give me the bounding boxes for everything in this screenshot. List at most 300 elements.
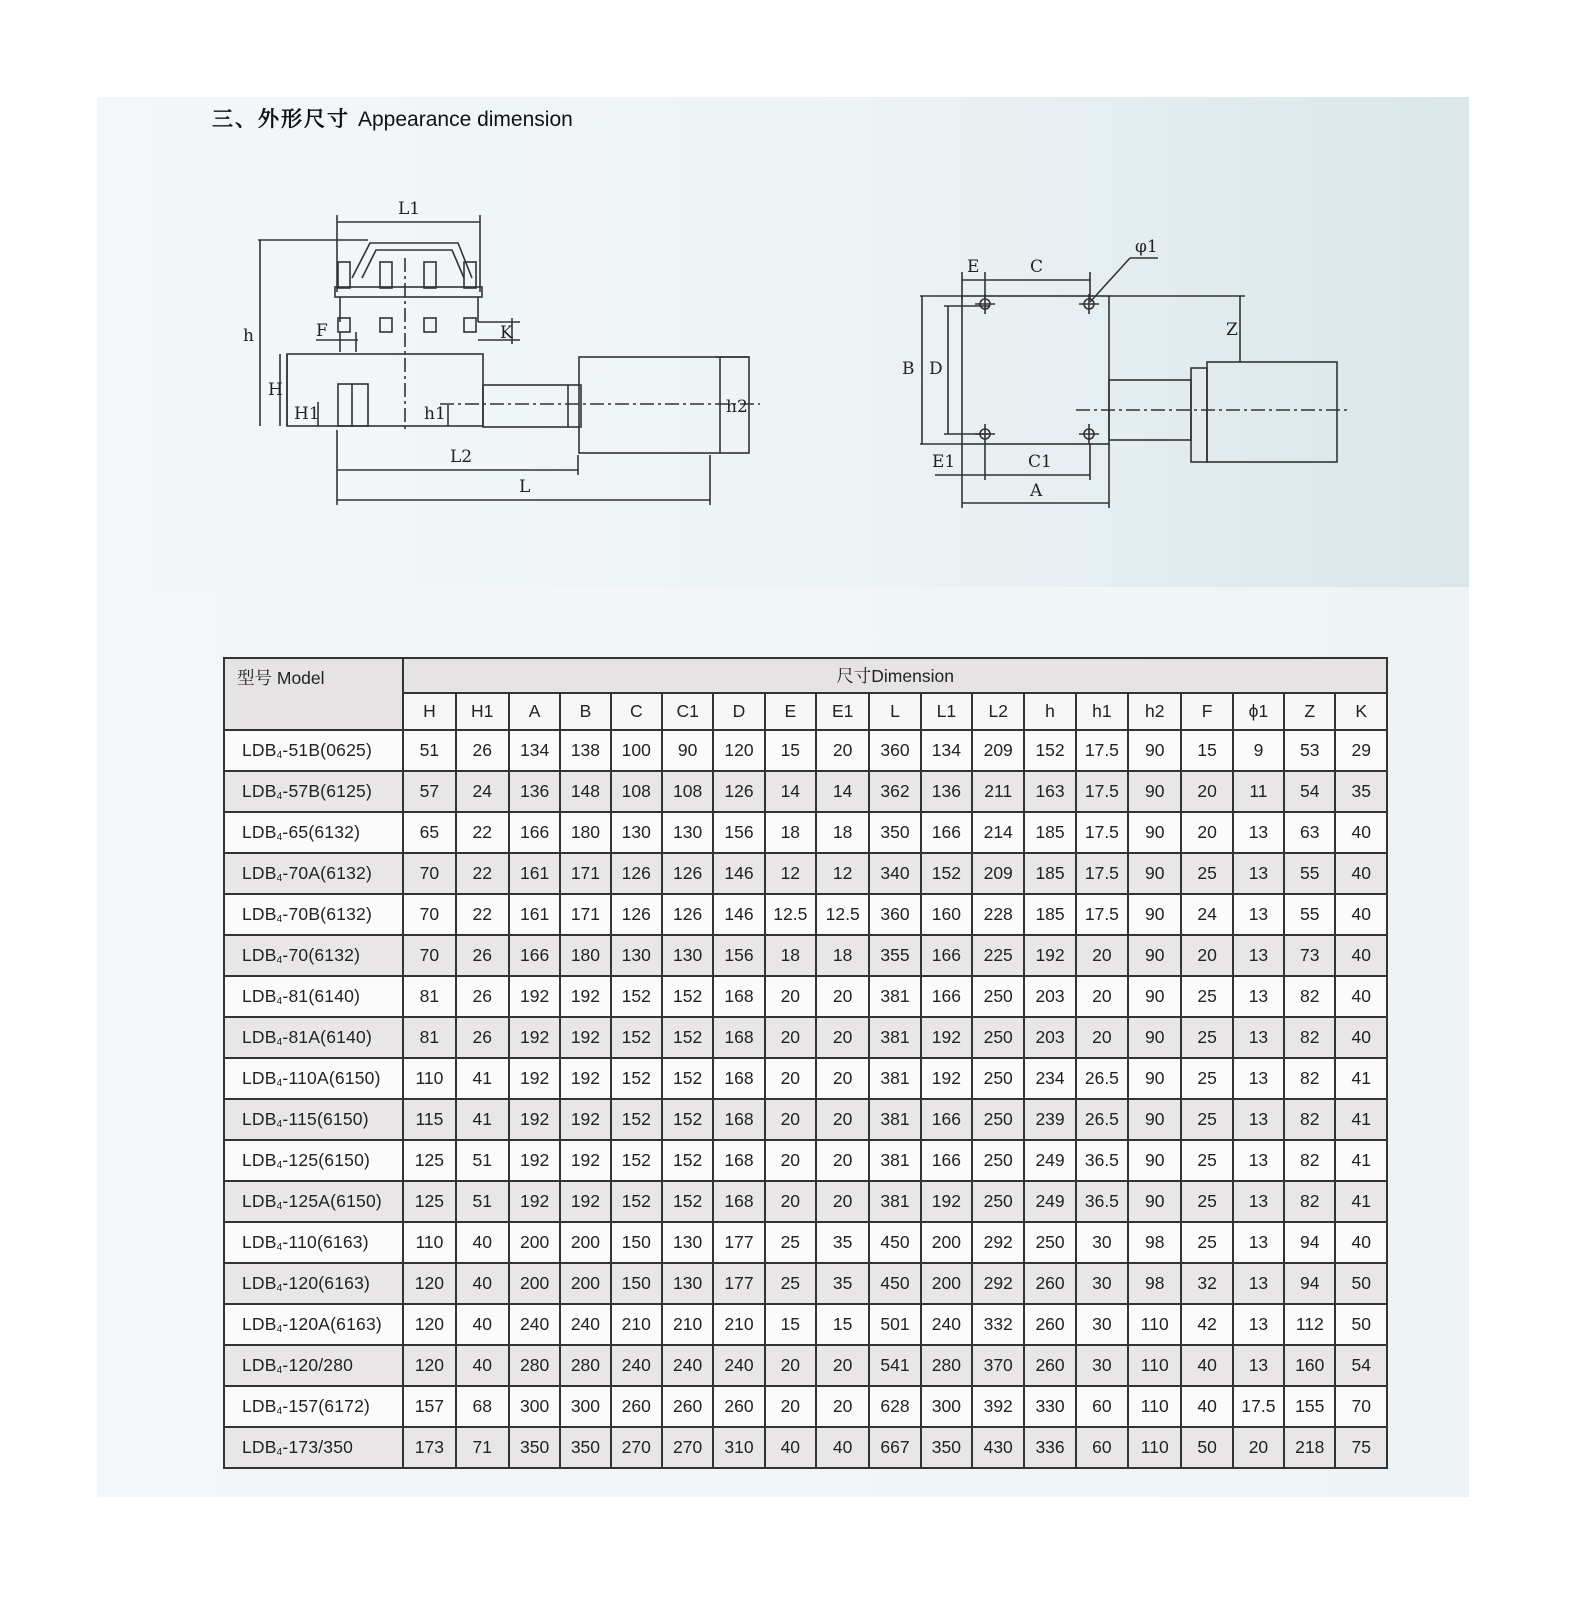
column-header: D: [713, 693, 764, 730]
table-cell: 381: [869, 1099, 920, 1140]
model-prefix: LDB: [242, 1027, 277, 1047]
table-cell: 90: [1128, 1181, 1181, 1222]
table-cell: 192: [509, 1140, 560, 1181]
table-cell: 168: [713, 1058, 764, 1099]
table-cell: 41: [456, 1058, 509, 1099]
table-row: [224, 976, 1387, 1017]
table-cell: 71: [456, 1427, 509, 1468]
table-cell: 152: [611, 1017, 662, 1058]
table-cell: 26.5: [1076, 1099, 1128, 1140]
table-cell: 40: [456, 1263, 509, 1304]
table-cell: 152: [921, 853, 972, 894]
table-cell: 166: [921, 812, 972, 853]
column-header: C1: [662, 693, 713, 730]
table-cell: 24: [456, 771, 509, 812]
table-cell: 120: [403, 1345, 455, 1386]
table-cell: 192: [560, 1181, 610, 1222]
table-cell: 13: [1233, 894, 1284, 935]
table-cell: 50: [1335, 1263, 1387, 1304]
table-cell: 130: [611, 935, 662, 976]
table-cell: 90: [1128, 853, 1181, 894]
table-cell: 192: [560, 976, 610, 1017]
table-cell: 110: [1128, 1304, 1181, 1345]
table-cell: 110: [403, 1058, 455, 1099]
table-cell: 12.5: [816, 894, 869, 935]
table-cell: 40: [1335, 812, 1387, 853]
table-cell: 260: [1024, 1263, 1075, 1304]
table-cell: 125: [403, 1181, 455, 1222]
table-cell: 177: [713, 1263, 764, 1304]
table-cell: 14: [765, 771, 816, 812]
table-cell: 152: [662, 976, 713, 1017]
label-Z: Z: [1226, 320, 1238, 340]
table-cell: 13: [1233, 1181, 1284, 1222]
table-cell: 270: [611, 1427, 662, 1468]
table-cell: 26: [456, 1017, 509, 1058]
table-row: [224, 935, 1387, 976]
table-cell: 156: [713, 812, 764, 853]
table-cell: 42: [1181, 1304, 1232, 1345]
table-cell: 9: [1233, 730, 1284, 771]
table-cell: 17.5: [1076, 812, 1128, 853]
table-cell: 210: [713, 1304, 764, 1345]
table-cell: 250: [972, 1181, 1024, 1222]
table-cell: 130: [662, 1263, 713, 1304]
table-cell: 60: [1076, 1427, 1128, 1468]
label-phi1: φ1: [1135, 237, 1158, 257]
table-cell: 13: [1233, 976, 1284, 1017]
table-cell: 13: [1233, 1222, 1284, 1263]
model-subscript: 4: [276, 873, 283, 884]
table-cell: 260: [611, 1386, 662, 1427]
model-prefix: LDB: [242, 1314, 277, 1334]
table-cell: 200: [921, 1263, 972, 1304]
model-prefix: LDB: [242, 904, 277, 924]
model-cell: [224, 1017, 403, 1058]
table-cell: 26: [456, 976, 509, 1017]
table-cell: 70: [1335, 1386, 1387, 1427]
table-cell: 20: [765, 1099, 816, 1140]
dimension-column-header: 尺寸Dimension: [403, 658, 1387, 693]
table-cell: 20: [816, 1058, 869, 1099]
table-cell: 30: [1076, 1263, 1128, 1304]
table-cell: 112: [1284, 1304, 1335, 1345]
table-cell: 60: [1076, 1386, 1128, 1427]
table-cell: 130: [611, 812, 662, 853]
model-prefix: LDB: [242, 1437, 277, 1457]
table-cell: 20: [765, 1140, 816, 1181]
table-cell: 15: [765, 1304, 816, 1345]
table-cell: 40: [1335, 1222, 1387, 1263]
model-cell: [224, 1304, 403, 1345]
table-cell: 173: [403, 1427, 455, 1468]
table-cell: 110: [1128, 1345, 1181, 1386]
table-cell: 17.5: [1076, 771, 1128, 812]
table-row: [224, 730, 1387, 771]
table-cell: 171: [560, 853, 610, 894]
table-cell: 90: [1128, 935, 1181, 976]
table-cell: 53: [1284, 730, 1335, 771]
table-cell: 20: [765, 976, 816, 1017]
table-cell: 40: [456, 1304, 509, 1345]
table-cell: 292: [972, 1263, 1024, 1304]
model-subscript: 4: [276, 996, 283, 1007]
table-cell: 15: [816, 1304, 869, 1345]
table-cell: 171: [560, 894, 610, 935]
table-cell: 25: [1181, 976, 1232, 1017]
table-cell: 100: [611, 730, 662, 771]
table-cell: 90: [1128, 812, 1181, 853]
table-cell: 260: [713, 1386, 764, 1427]
table-cell: 152: [611, 976, 662, 1017]
label-h2: h2: [726, 397, 748, 417]
table-cell: 260: [662, 1386, 713, 1427]
section-heading-en: Appearance dimension: [358, 108, 573, 131]
table-cell: 40: [1335, 853, 1387, 894]
table-cell: 50: [1335, 1304, 1387, 1345]
table-cell: 249: [1024, 1140, 1075, 1181]
table-cell: 381: [869, 1140, 920, 1181]
appearance-diagrams: [0, 0, 1575, 600]
table-cell: 250: [972, 1058, 1024, 1099]
table-cell: 13: [1233, 1017, 1284, 1058]
table-cell: 240: [611, 1345, 662, 1386]
table-cell: 22: [456, 894, 509, 935]
table-cell: 55: [1284, 894, 1335, 935]
top-view-labels: [902, 237, 1238, 501]
table-cell: 240: [560, 1304, 610, 1345]
table-cell: 450: [869, 1222, 920, 1263]
table-cell: 90: [1128, 771, 1181, 812]
table-cell: 65: [403, 812, 455, 853]
table-cell: 90: [1128, 1140, 1181, 1181]
table-cell: 24: [1181, 894, 1232, 935]
table-cell: 41: [456, 1099, 509, 1140]
table-cell: 250: [972, 1099, 1024, 1140]
table-cell: 209: [972, 853, 1024, 894]
table-cell: 177: [713, 1222, 764, 1263]
table-cell: 667: [869, 1427, 920, 1468]
label-L: L: [519, 477, 531, 497]
table-cell: 126: [662, 894, 713, 935]
model-prefix: LDB: [242, 986, 277, 1006]
table-cell: 350: [869, 812, 920, 853]
table-cell: 168: [713, 1181, 764, 1222]
table-cell: 161: [509, 894, 560, 935]
model-subscript: 4: [276, 1283, 283, 1294]
table-cell: 54: [1335, 1345, 1387, 1386]
table-cell: 150: [611, 1263, 662, 1304]
model-suffix: -125(6150): [282, 1150, 371, 1170]
table-cell: 40: [1335, 1017, 1387, 1058]
model-cell: [224, 812, 403, 853]
table-cell: 40: [765, 1427, 816, 1468]
table-cell: 152: [662, 1099, 713, 1140]
table-cell: 155: [1284, 1386, 1335, 1427]
table-cell: 152: [611, 1140, 662, 1181]
column-header: A: [509, 693, 560, 730]
table-cell: 17.5: [1076, 730, 1128, 771]
table-cell: 35: [816, 1222, 869, 1263]
table-cell: 210: [611, 1304, 662, 1345]
table-cell: 13: [1233, 1263, 1284, 1304]
model-suffix: -51B(0625): [282, 740, 372, 760]
label-H: H: [268, 380, 283, 400]
table-cell: 90: [1128, 1099, 1181, 1140]
label-H1: H1: [294, 404, 320, 424]
column-header: h1: [1076, 693, 1128, 730]
model-suffix: -157(6172): [282, 1396, 371, 1416]
label-L1: L1: [398, 199, 421, 219]
table-cell: 168: [713, 976, 764, 1017]
model-subscript: 4: [276, 1406, 283, 1417]
table-row: [224, 1345, 1387, 1386]
table-cell: 430: [972, 1427, 1024, 1468]
table-cell: 152: [662, 1058, 713, 1099]
table-cell: 152: [1024, 730, 1075, 771]
table-cell: 120: [403, 1263, 455, 1304]
table-cell: 218: [1284, 1427, 1335, 1468]
model-subscript: 4: [276, 955, 283, 966]
model-subscript: 4: [276, 1078, 283, 1089]
table-cell: 146: [713, 853, 764, 894]
table-row: [224, 771, 1387, 812]
model-cell: [224, 1181, 403, 1222]
table-cell: 25: [765, 1263, 816, 1304]
model-cell: [224, 1140, 403, 1181]
table-cell: 30: [1076, 1345, 1128, 1386]
model-suffix: -81A(6140): [282, 1027, 372, 1047]
table-cell: 200: [921, 1222, 972, 1263]
table-cell: 126: [611, 894, 662, 935]
table-cell: 225: [972, 935, 1024, 976]
table-cell: 161: [509, 853, 560, 894]
table-row: [224, 1263, 1387, 1304]
table-cell: 192: [509, 1058, 560, 1099]
table-cell: 163: [1024, 771, 1075, 812]
table-row: [224, 1427, 1387, 1468]
table-cell: 82: [1284, 1058, 1335, 1099]
table-cell: 138: [560, 730, 610, 771]
table-cell: 150: [611, 1222, 662, 1263]
table-cell: 156: [713, 935, 764, 976]
table-cell: 35: [816, 1263, 869, 1304]
model-cell: [224, 1345, 403, 1386]
model-subscript: 4: [276, 1447, 283, 1458]
table-cell: 250: [972, 1017, 1024, 1058]
table-cell: 17.5: [1076, 894, 1128, 935]
table-cell: 200: [509, 1263, 560, 1304]
table-cell: 20: [816, 1017, 869, 1058]
table-cell: 192: [560, 1058, 610, 1099]
table-cell: 250: [972, 976, 1024, 1017]
table-cell: 20: [1181, 812, 1232, 853]
table-cell: 20: [816, 976, 869, 1017]
table-cell: 152: [611, 1058, 662, 1099]
table-cell: 22: [456, 812, 509, 853]
table-cell: 240: [713, 1345, 764, 1386]
table-cell: 25: [1181, 853, 1232, 894]
label-C: C: [1030, 257, 1044, 277]
table-cell: 57: [403, 771, 455, 812]
label-C1: C1: [1028, 452, 1052, 472]
table-cell: 185: [1024, 812, 1075, 853]
table-cell: 350: [560, 1427, 610, 1468]
table-cell: 168: [713, 1017, 764, 1058]
side-view-diagram: [258, 215, 760, 505]
table-cell: 234: [1024, 1058, 1075, 1099]
label-A: A: [1030, 481, 1043, 501]
table-cell: 25: [1181, 1058, 1232, 1099]
table-row: [224, 853, 1387, 894]
model-prefix: LDB: [242, 1068, 277, 1088]
table-cell: 160: [1284, 1345, 1335, 1386]
table-cell: 70: [403, 853, 455, 894]
table-cell: 360: [869, 894, 920, 935]
model-suffix: -110A(6150): [282, 1068, 381, 1088]
model-subscript: 4: [276, 1160, 283, 1171]
label-K: K: [500, 323, 513, 343]
column-header: K: [1335, 693, 1387, 730]
section-heading-cn: 三、外形尺寸: [212, 108, 350, 131]
table-cell: 90: [662, 730, 713, 771]
table-cell: 180: [560, 812, 610, 853]
table-cell: 126: [611, 853, 662, 894]
table-cell: 239: [1024, 1099, 1075, 1140]
table-cell: 20: [765, 1058, 816, 1099]
model-suffix: -120A(6163): [282, 1314, 382, 1334]
table-cell: 300: [560, 1386, 610, 1427]
model-cell: [224, 1427, 403, 1468]
table-cell: 192: [1024, 935, 1075, 976]
table-cell: 75: [1335, 1427, 1387, 1468]
model-prefix: LDB: [242, 863, 277, 883]
table-cell: 362: [869, 771, 920, 812]
table-cell: 25: [1181, 1140, 1232, 1181]
table-cell: 40: [1181, 1386, 1232, 1427]
table-cell: 381: [869, 1181, 920, 1222]
model-subscript: 4: [276, 1242, 283, 1253]
table-cell: 381: [869, 1058, 920, 1099]
table-cell: 70: [403, 935, 455, 976]
model-cell: [224, 1058, 403, 1099]
column-header: L: [869, 693, 920, 730]
model-cell: [224, 1263, 403, 1304]
table-body: [224, 730, 1387, 1468]
table-cell: 51: [456, 1140, 509, 1181]
table-cell: 55: [1284, 853, 1335, 894]
column-header: C: [611, 693, 662, 730]
label-h1: h1: [424, 404, 446, 424]
table-cell: 18: [765, 935, 816, 976]
model-prefix: LDB: [242, 1396, 277, 1416]
table-cell: 350: [921, 1427, 972, 1468]
table-cell: 228: [972, 894, 1024, 935]
table-cell: 203: [1024, 976, 1075, 1017]
table-cell: 381: [869, 1017, 920, 1058]
model-subscript: 4: [276, 791, 283, 802]
table-cell: 20: [816, 1099, 869, 1140]
table-cell: 25: [765, 1222, 816, 1263]
table-row: [224, 1181, 1387, 1222]
table-cell: 168: [713, 1140, 764, 1181]
table-cell: 36.5: [1076, 1181, 1128, 1222]
table-cell: 12: [765, 853, 816, 894]
table-cell: 82: [1284, 1099, 1335, 1140]
model-suffix: -173/350: [282, 1437, 354, 1457]
table-cell: 628: [869, 1386, 920, 1427]
table-cell: 152: [611, 1099, 662, 1140]
table-cell: 17.5: [1076, 853, 1128, 894]
table-cell: 134: [921, 730, 972, 771]
table-cell: 180: [560, 935, 610, 976]
column-header: L1: [921, 693, 972, 730]
model-suffix: -65(6132): [282, 822, 361, 842]
table-cell: 20: [816, 730, 869, 771]
table-cell: 200: [560, 1222, 610, 1263]
table-cell: 152: [611, 1181, 662, 1222]
table-cell: 260: [1024, 1345, 1075, 1386]
table-cell: 90: [1128, 1058, 1181, 1099]
table-cell: 211: [972, 771, 1024, 812]
model-column-header: 型号 Model: [224, 658, 403, 730]
dimension-table: [223, 657, 1388, 1469]
table-cell: 51: [403, 730, 455, 771]
model-cell: [224, 1099, 403, 1140]
column-header: h2: [1128, 693, 1181, 730]
table-cell: 336: [1024, 1427, 1075, 1468]
table-cell: 41: [1335, 1140, 1387, 1181]
table-cell: 166: [509, 935, 560, 976]
table-cell: 210: [662, 1304, 713, 1345]
table-cell: 300: [921, 1386, 972, 1427]
table-cell: 20: [765, 1017, 816, 1058]
table-cell: 20: [765, 1386, 816, 1427]
table-cell: 340: [869, 853, 920, 894]
label-E1: E1: [932, 452, 956, 472]
table-cell: 26: [456, 935, 509, 976]
table-cell: 203: [1024, 1017, 1075, 1058]
table-cell: 332: [972, 1304, 1024, 1345]
column-header: H: [403, 693, 455, 730]
table-cell: 192: [509, 1017, 560, 1058]
table-cell: 17.5: [1233, 1386, 1284, 1427]
table-cell: 166: [921, 935, 972, 976]
model-prefix: LDB: [242, 1273, 277, 1293]
table-cell: 90: [1128, 894, 1181, 935]
table-cell: 82: [1284, 1181, 1335, 1222]
table-cell: 25: [1181, 1017, 1232, 1058]
table-cell: 115: [403, 1099, 455, 1140]
table-cell: 20: [1181, 771, 1232, 812]
model-subscript: 4: [276, 832, 283, 843]
table-cell: 160: [921, 894, 972, 935]
model-prefix: LDB: [242, 781, 277, 801]
model-cell: [224, 730, 403, 771]
model-cell: [224, 935, 403, 976]
table-cell: 30: [1076, 1222, 1128, 1263]
table-cell: 40: [1335, 894, 1387, 935]
table-cell: 35: [1335, 771, 1387, 812]
table-cell: 130: [662, 812, 713, 853]
table-cell: 20: [816, 1181, 869, 1222]
top-view-diagram: [920, 258, 1350, 508]
table-cell: 126: [662, 853, 713, 894]
column-header: F: [1181, 693, 1232, 730]
table-row: [224, 1304, 1387, 1345]
table-cell: 192: [560, 1099, 610, 1140]
table-cell: 166: [509, 812, 560, 853]
